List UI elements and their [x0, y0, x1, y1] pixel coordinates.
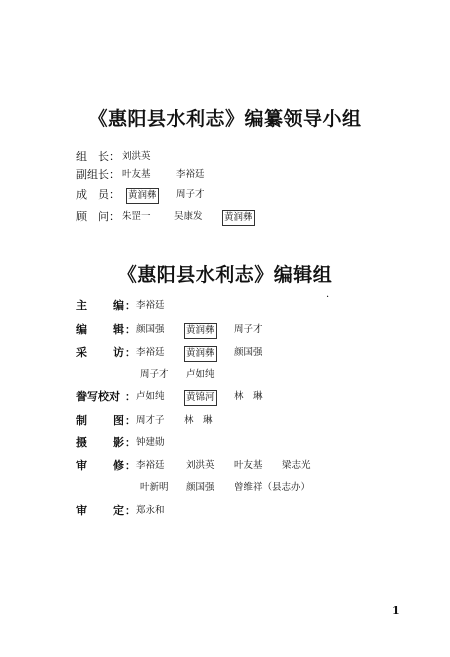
- person-name: 李裕廷: [176, 169, 205, 180]
- colon: ：: [125, 391, 136, 403]
- person-name: 曾维祥（县志办）: [234, 482, 311, 493]
- person-name: 钟建勋: [136, 437, 165, 448]
- person-name: 朱罡一: [122, 211, 151, 222]
- person-name: 黄润彝: [222, 210, 255, 226]
- role-label: 组 长：: [76, 150, 120, 163]
- reviser-row-continued: [76, 481, 396, 495]
- deputy-leader-row: [76, 168, 376, 182]
- person-name: 黄润彝: [184, 323, 217, 339]
- person-name: 卢如纯: [136, 391, 165, 402]
- person-name: 李裕廷: [136, 300, 165, 311]
- leadership-group-title: 《惠阳县水利志》编纂领导小组: [88, 108, 362, 130]
- person-name: 黄锦河: [184, 390, 217, 406]
- colon: ：: [125, 415, 136, 427]
- proofreader-row: [76, 390, 396, 404]
- person-name: 林 琳: [184, 415, 213, 426]
- person-name: 周子才: [234, 324, 263, 335]
- page-number: 1: [392, 604, 400, 617]
- colon: ：: [125, 300, 136, 312]
- person-name: 颜国强: [136, 324, 165, 335]
- person-name: 李裕廷: [136, 460, 165, 471]
- role-label: 采 访: [76, 346, 124, 359]
- person-name: 郑永和: [136, 505, 165, 516]
- editorial-group-title: 《惠阳县水利志》编辑组: [117, 264, 333, 286]
- role-label: 主 编: [76, 299, 124, 312]
- role-label: 编 辑: [76, 323, 124, 336]
- colon: ：: [125, 460, 136, 472]
- colon: ：: [125, 347, 136, 359]
- person-name: 卢如纯: [186, 369, 215, 380]
- person-name: 刘洪英: [122, 151, 151, 162]
- leader-row: [76, 150, 376, 164]
- advisors-row: [76, 210, 376, 224]
- role-label: 制 图: [76, 414, 124, 427]
- colon: ：: [125, 324, 136, 336]
- person-name: 周子才: [140, 369, 169, 380]
- role-label: 审 定: [76, 504, 124, 517]
- cartographer-row: [76, 414, 396, 428]
- person-name: 刘洪英: [186, 460, 215, 471]
- person-name: 吴康发: [174, 211, 203, 222]
- person-name: 叶友基: [234, 460, 263, 471]
- person-name: 林 琳: [234, 391, 263, 402]
- role-label: 副组长：: [76, 168, 120, 181]
- colon: ：: [125, 437, 136, 449]
- role-label: 审 修: [76, 459, 124, 472]
- person-name: 梁志光: [282, 460, 311, 471]
- person-name: 周子才: [176, 189, 205, 200]
- reviser-row: [76, 459, 396, 473]
- person-name: 颜国强: [186, 482, 215, 493]
- person-name: 叶新明: [140, 482, 169, 493]
- person-name: 周才子: [136, 415, 165, 426]
- interviewer-row: [76, 346, 396, 360]
- person-name: 黄润彝: [184, 346, 217, 362]
- person-name: 颜国强: [234, 347, 263, 358]
- colon: ：: [125, 505, 136, 517]
- person-name: 叶友基: [122, 169, 151, 180]
- photographer-row: [76, 436, 396, 450]
- person-name: 黄润彝: [126, 188, 159, 204]
- role-label: 成 员：: [76, 188, 120, 201]
- chief-editor-row: [76, 299, 396, 313]
- interviewer-row-continued: [76, 368, 396, 382]
- stray-mark: ·: [326, 292, 330, 303]
- person-name: 李裕廷: [136, 347, 165, 358]
- role-label: 誊写校对: [76, 390, 120, 403]
- role-label: 摄 影: [76, 436, 124, 449]
- editor-row: [76, 323, 396, 337]
- approver-row: [76, 504, 396, 518]
- members-row: [76, 188, 376, 202]
- role-label: 顾 问：: [76, 210, 120, 223]
